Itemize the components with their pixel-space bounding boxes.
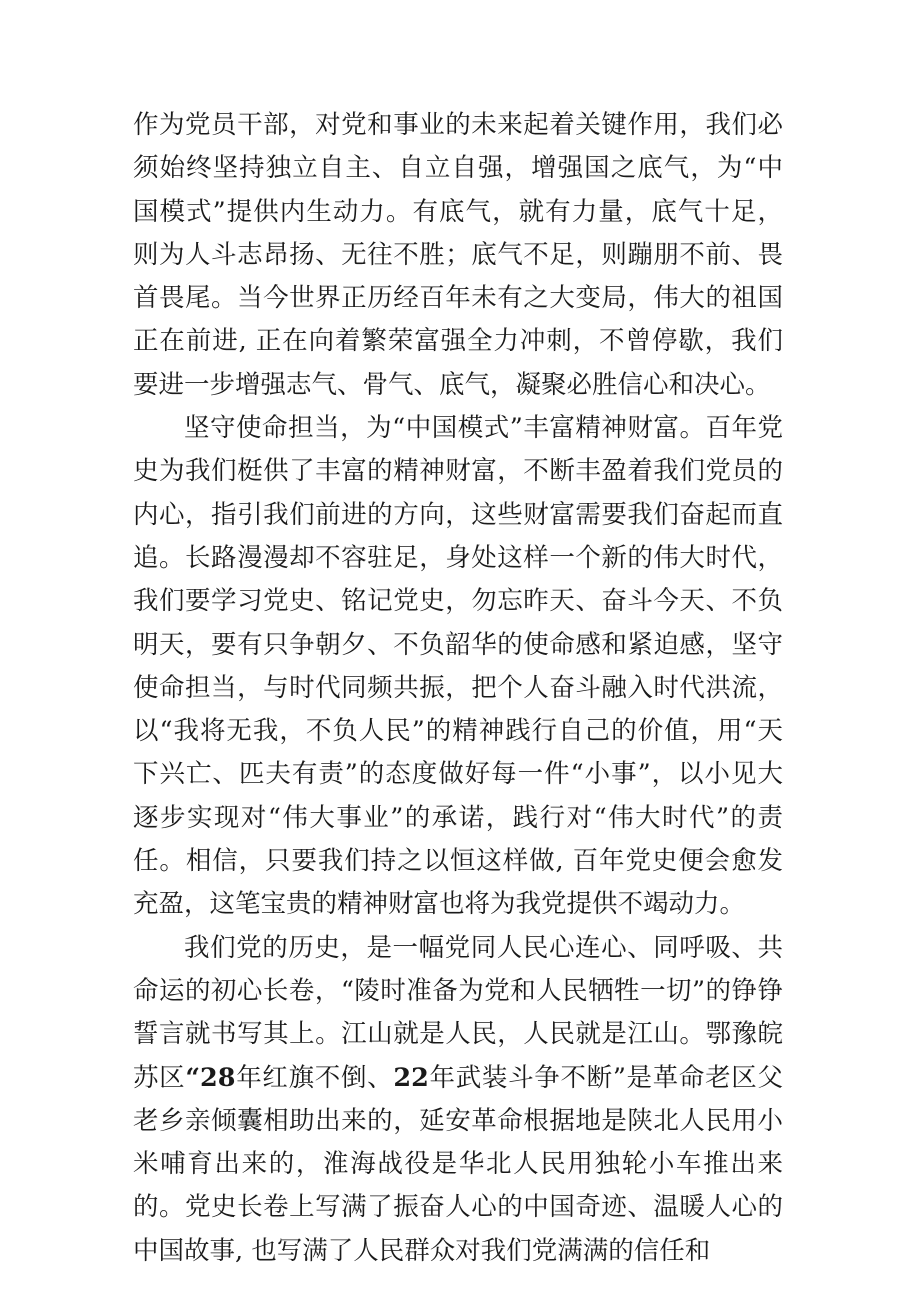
paragraph-3 (133, 927, 783, 1273)
paragraph-3-text-after: 年武装斗争不断”是革命老区父老乡亲倾囊相助出来的，延安革命根据地是陕北人民用小米哺育出来的，淮海战役是华北人民用独轮小车推出来的。党史长卷上写满了振奋人心的中国奇迹、温暖人心的中国故事, 也写满了人民群众对我们党满满的信任和 (133, 1062, 783, 1266)
paragraph-3-bold-number-28: “28 (185, 1062, 236, 1093)
paragraph-3-text-before: 我们党的历史，是一幅党同人民心连心、同呼吸、共命运的初心长卷，“陵时准备为党和人民牺牲一切”的铮铮誓言就书写其上。江山就是人民，人民就是江山。鄂豫皖苏区 (133, 932, 783, 1093)
paragraph-3-bold-number-22: 22 (393, 1062, 429, 1093)
paragraph-2: 坚守使命担当，为“中国模式”丰富精神财富。百年党史为我们梃供了丰富的精神财富，不断丰盈着我们党员的内心，指引我们前进的方向，这些财富需要我们奋起而直追。长路漫漫却不容驻足，身处这样一个新的伟大时代，我们要学习党史、铭记党史，勿忘昨天、奋斗今天、不负明天，要有只争朝夕、不负韶华的使命感和紧迫感，坚守使命担当，与时代同频共振，把个人奋斗融入时代洪流，以“我将无我，不负人民”的精神践行自己的价值，用“天下兴亡、匹夫有责”的态度做好每一件“小事”，以小见大逐步实现对“伟大事业”的承诺，践行对“伟大时代”的责任。相信，只要我们持之以恒这样做, 百年党史便会愈发充盈，这笔宝贵的精神财富也将为我党提供不竭动力。 (133, 413, 783, 920)
paragraph-1: 作为党员干部，对党和事业的未来起着关键作用，我们必须始终坚持独立自主、自立自强，增强国之底气，为“中国模式”提供内生动力。有底气，就有力量，底气十足，则为人斗志昂扬、无往不胜；底气不足，则蹦朋不前、畏首畏尾。当今世界正历经百年未有之大变局，伟大的祖国正在前进, 正在向着繁荣富强全力冲刺，不曾停歇，我们要进一步增强志气、骨气、底气，凝聚必胜信心和决心。 (133, 110, 783, 400)
document-body (133, 104, 783, 1273)
paragraph-3-text-mid: 年红旗不倒、 (235, 1062, 394, 1093)
